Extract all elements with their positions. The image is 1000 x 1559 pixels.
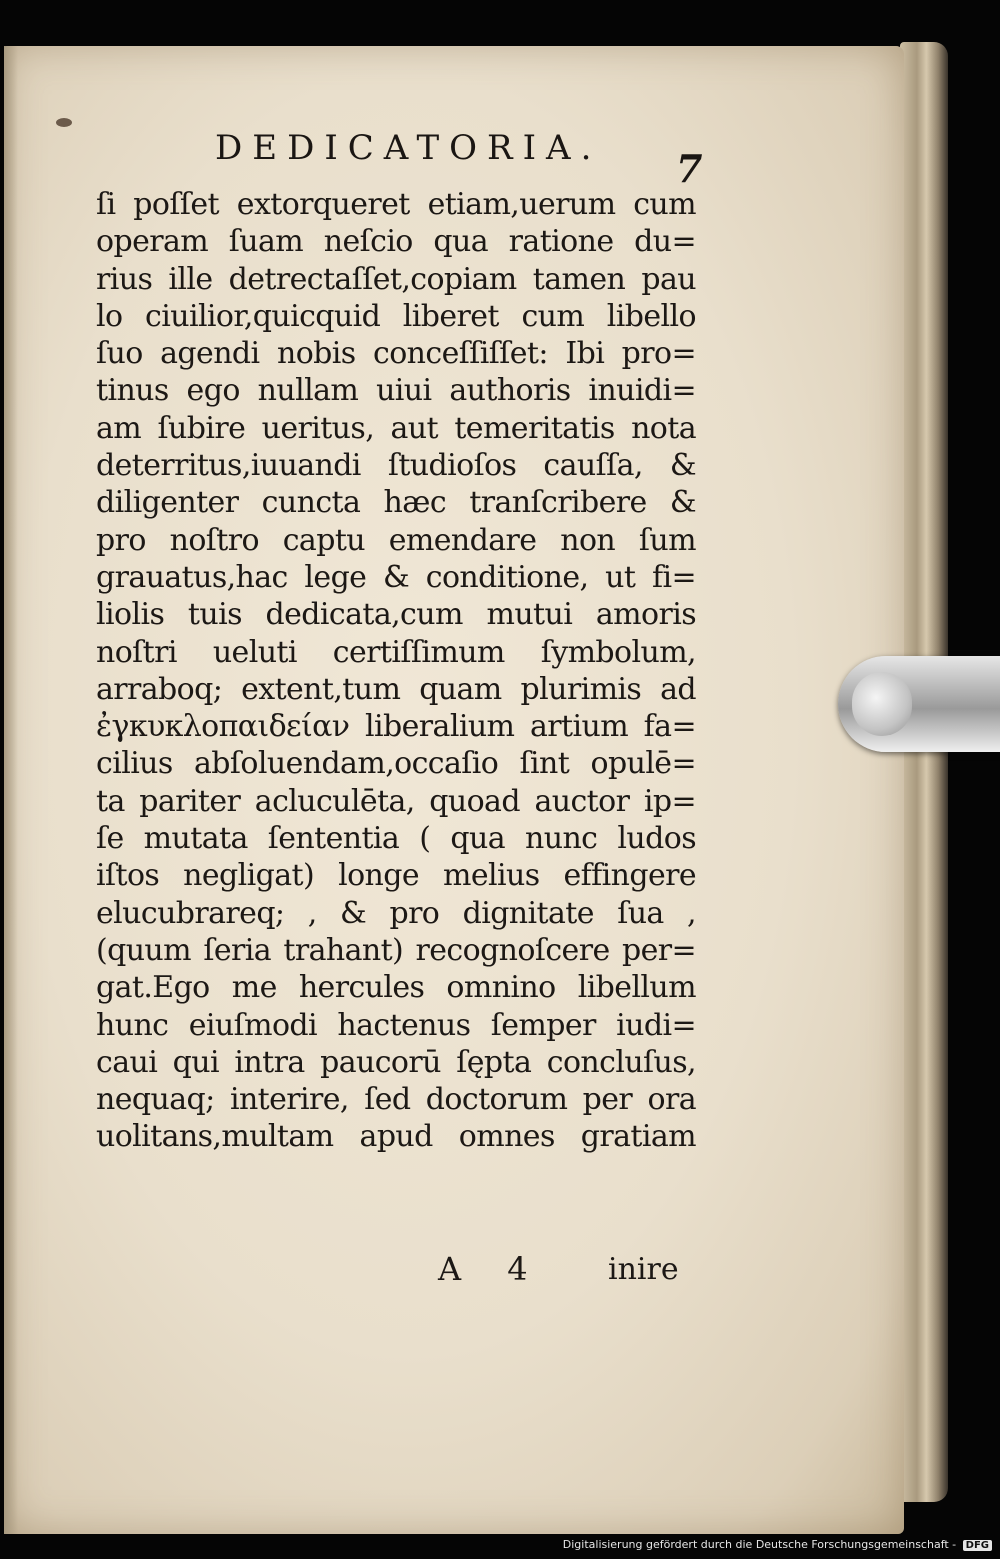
text-line: lo ciuilior,quicquid liberet cum libello xyxy=(96,298,696,334)
text-line: noſtri ueluti certiſſimum ſymbolum, xyxy=(96,634,696,670)
text-line: deterritus,iuuandi ſtudioſos cauſſa, & xyxy=(96,448,696,484)
text-line: elucubrareq; , & pro dignitate ſua , xyxy=(96,895,696,931)
page-clip-knob xyxy=(852,672,912,736)
text-line: caui qui intra paucorū ſępta concluſus, xyxy=(96,1044,696,1080)
page-edges xyxy=(900,42,948,1502)
text-line: ἐγκυκλοπαιδείαν liberalium artium fa= xyxy=(96,709,696,745)
dfg-logo-icon: DFG xyxy=(963,1540,992,1551)
ink-stain xyxy=(56,118,72,127)
text-line: gat.Ego me hercules omnino libellum xyxy=(96,970,696,1006)
folio-number: 7 xyxy=(676,146,703,191)
signature-mark: A 4 xyxy=(438,1250,546,1288)
text-line: tinus ego nullam uiui authoris inuidi= xyxy=(96,373,696,409)
digitization-notice xyxy=(563,1538,992,1551)
text-line: cilius abſoluendam,occaſio ſint opulē= xyxy=(96,746,696,782)
catchword: inire xyxy=(608,1252,679,1287)
text-line: ſi poſſet extorqueret etiam,uerum cum xyxy=(96,187,696,222)
text-line: iſtos negligat) longe melius effingere xyxy=(96,858,696,894)
text-line: ta pariter acluculēta, quoad auctor ip= xyxy=(96,783,696,819)
text-line: diligenter cuncta hæc tranſcribere & xyxy=(96,485,696,521)
body-text-block xyxy=(96,186,696,1156)
text-line: am ſubire ueritus, aut temeritatis nota xyxy=(96,410,696,446)
text-line: arraboq; extent,tum quam plurimis ad xyxy=(96,671,696,707)
text-line: grauatus,hac lege & conditione, ut fi= xyxy=(96,559,696,595)
text-line: ſuo agendi nobis conceſſiſſet: Ibi pro= xyxy=(96,336,696,372)
text-line: pro noſtro captu emendare non ſum xyxy=(96,522,696,558)
text-line: uolitans,multam apud omnes gratiam xyxy=(96,1119,696,1155)
text-line: rius ille detrectaſſet,copiam tamen pau xyxy=(96,261,696,297)
text-line: (quum ſeria trahant) recognoſcere per= xyxy=(96,932,696,968)
running-title: DEDICATORIA. xyxy=(215,128,602,168)
page-gutter xyxy=(4,46,18,1534)
text-line: liolis tuis dedicata,cum mutui amoris xyxy=(96,597,696,633)
text-line: nequaq; interire, ſed doctorum per ora xyxy=(96,1082,696,1118)
text-line: operam ſuam neſcio qua ratione du= xyxy=(96,224,696,260)
digitization-notice-text: Digitalisierung gefördert durch die Deutsche Forschungsgemeinschaft - xyxy=(562,1538,957,1551)
text-line: hunc eiuſmodi hactenus ſemper iudi= xyxy=(96,1007,696,1043)
text-line: ſe mutata ſententia ( qua nunc ludos xyxy=(96,821,696,857)
